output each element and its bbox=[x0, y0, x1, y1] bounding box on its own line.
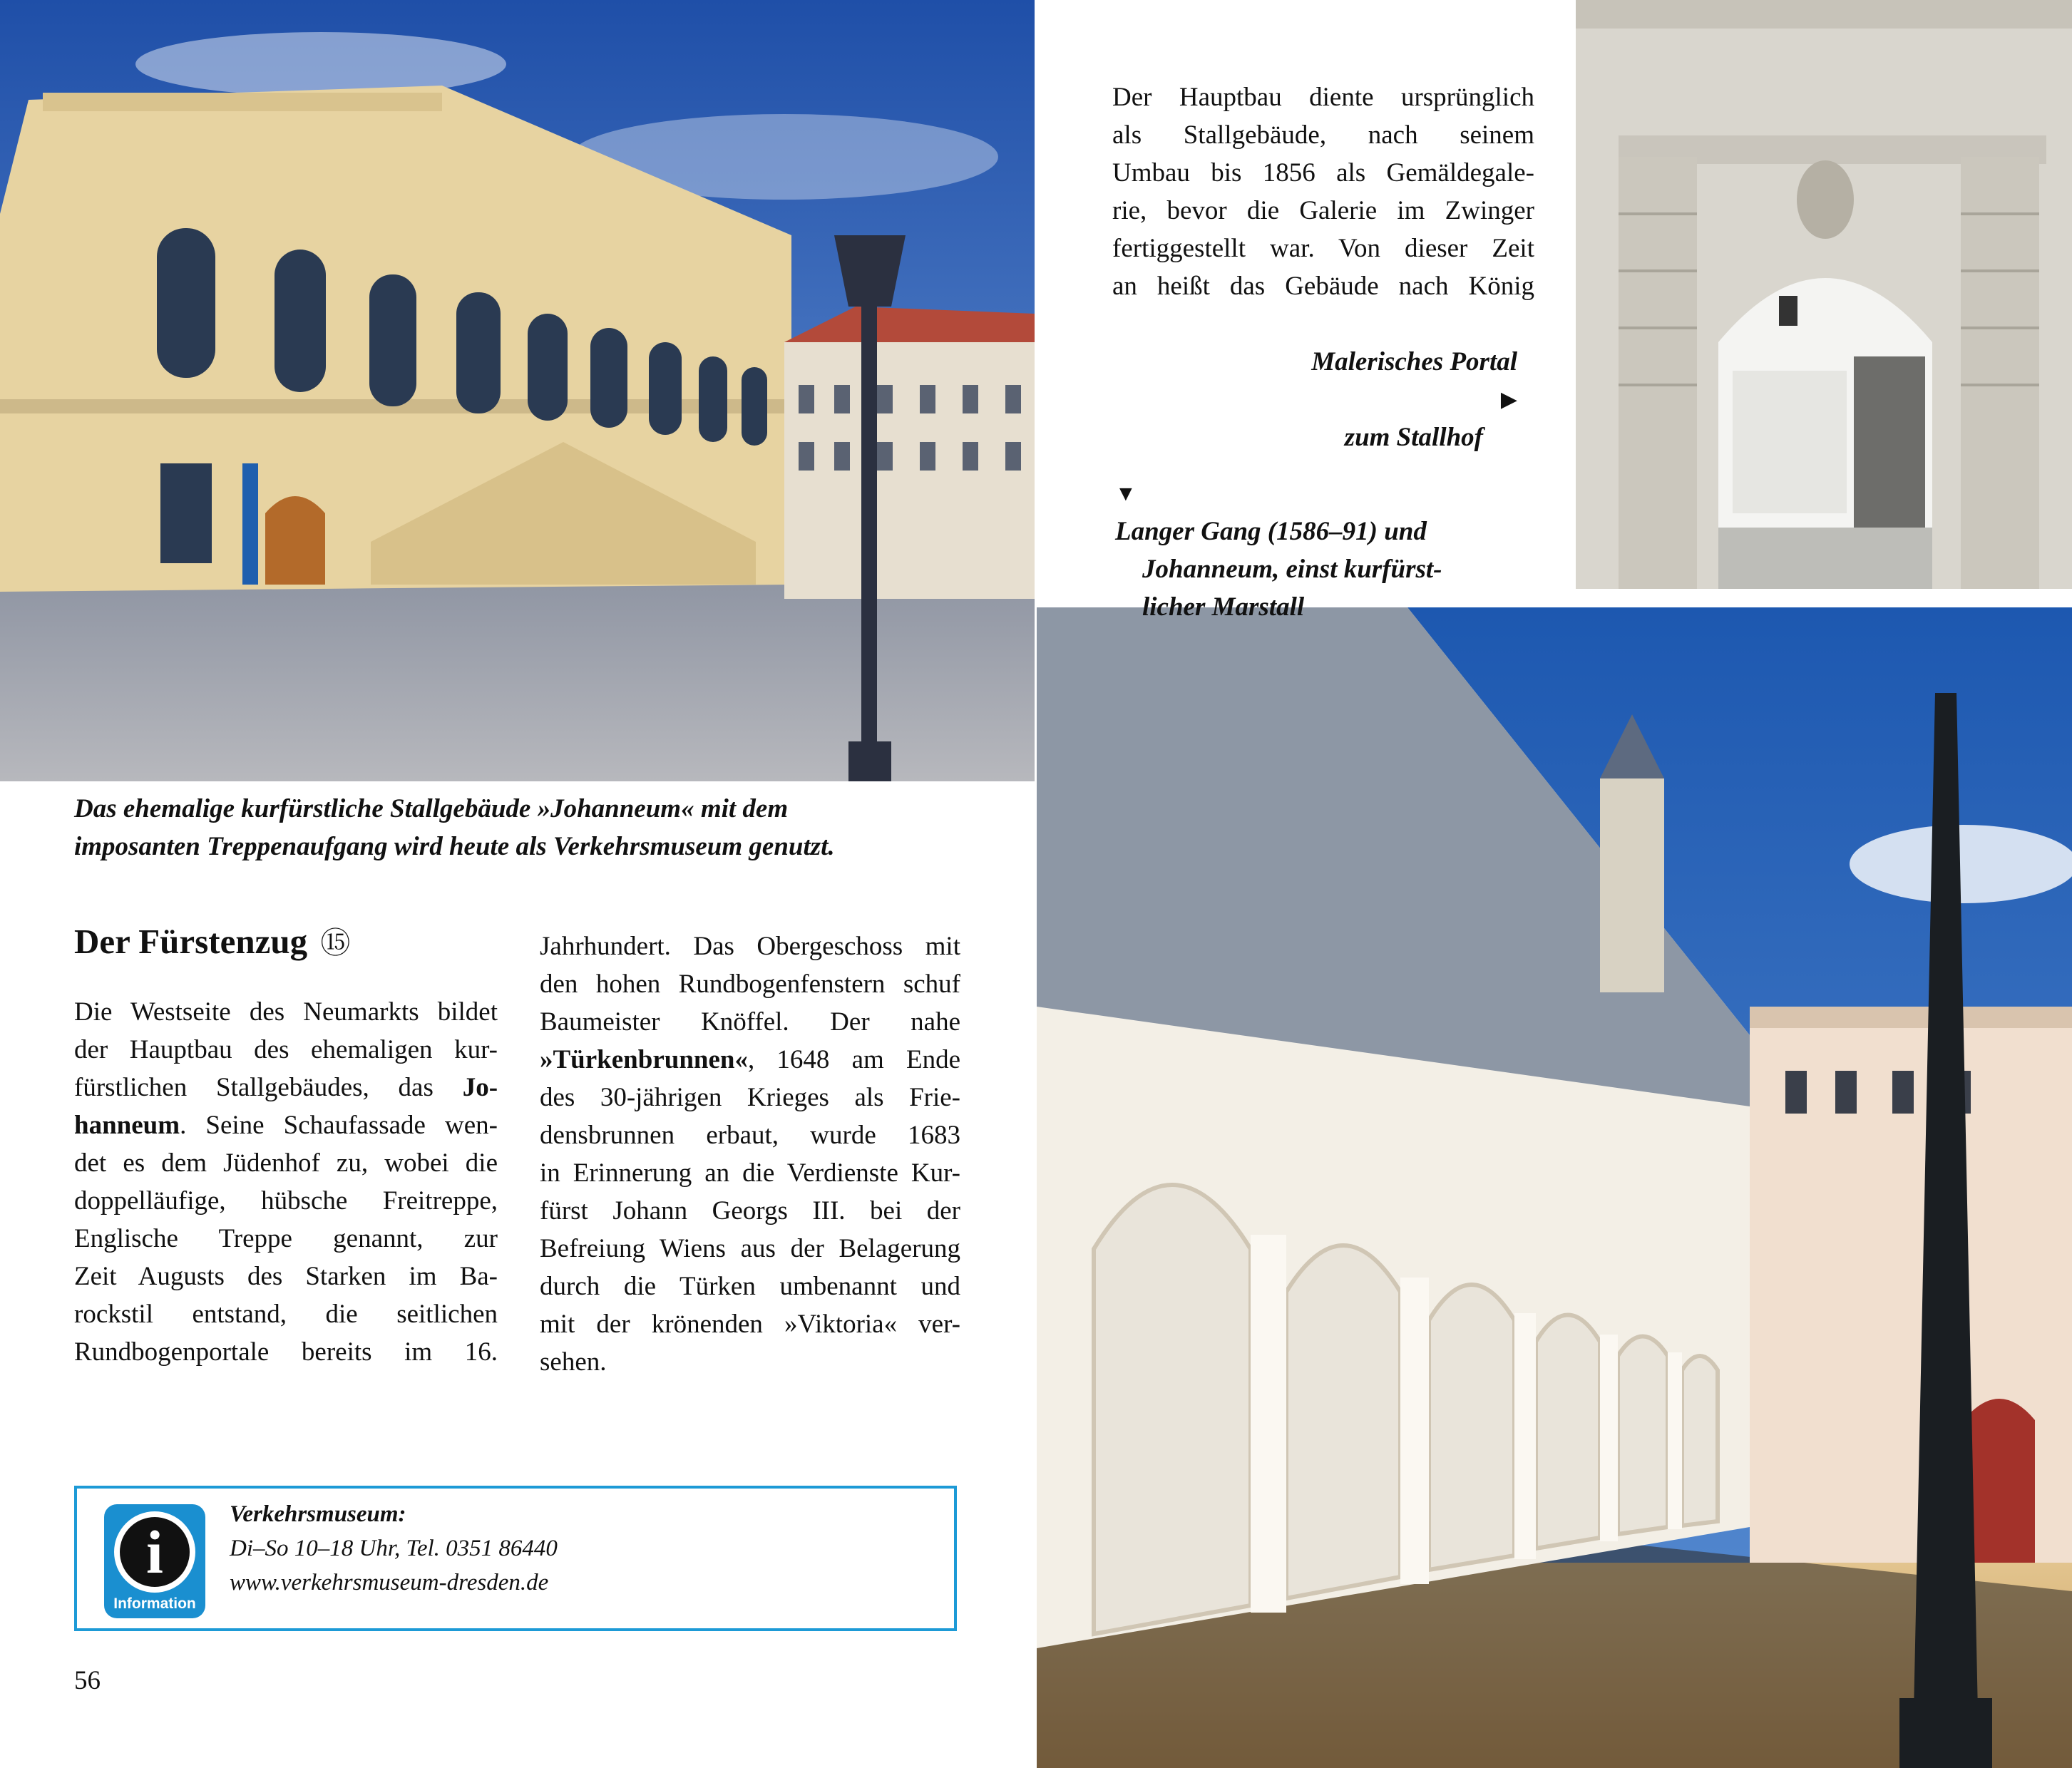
arrow-right-icon: ▶ bbox=[1500, 388, 1517, 411]
text-line: Englische Treppe genannt, zur bbox=[74, 1224, 498, 1253]
text-line: Umbau bis 1856 als Gemäldegale- bbox=[1112, 158, 1534, 187]
portal-photo bbox=[1576, 0, 2072, 589]
text-line: det es dem Jüdenhof zu, wobei die bbox=[74, 1148, 498, 1178]
caption-line: Malerisches Portal ▶ bbox=[1089, 343, 1517, 418]
text-line: Zeit Augusts des Starken im Ba- bbox=[74, 1262, 498, 1291]
text-line: sehen. bbox=[540, 1347, 607, 1377]
info-box bbox=[74, 1486, 957, 1631]
text-line: Der Hauptbau diente ursprünglich bbox=[1112, 83, 1534, 112]
langer-gang-caption bbox=[1115, 475, 1543, 626]
johanneum-photo bbox=[0, 0, 1035, 781]
text-line: »Türkenbrunnen«, 1648 am Ende bbox=[540, 1045, 960, 1074]
text-line: fertiggestellt war. Von dieser Zeit bbox=[1112, 234, 1534, 263]
caption-line: zum Stallhof bbox=[1344, 423, 1483, 452]
information-icon-label: Information bbox=[113, 1595, 196, 1612]
text-line: doppelläufige, hübsche Freitreppe, bbox=[74, 1186, 498, 1216]
text-line: als Stallgebäude, nach seinem bbox=[1112, 120, 1534, 150]
caption-line: Johanneum, einst kurfürst- bbox=[1142, 555, 1442, 584]
main-photo-caption bbox=[74, 790, 1001, 865]
text-line: Baumeister Knöffel. Der nahe bbox=[540, 1007, 960, 1037]
body-column-1 bbox=[74, 993, 498, 1371]
text-line: densbrunnen erbaut, wurde 1683 bbox=[540, 1121, 960, 1150]
portal-caption bbox=[1089, 343, 1517, 456]
text-line: durch die Türken umbenannt und bbox=[540, 1272, 960, 1301]
text-line: Jahrhundert. Das Obergeschoss mit bbox=[540, 932, 960, 961]
info-hours: Di–So 10–18 Uhr, Tel. 0351 86440 bbox=[230, 1536, 558, 1561]
caption-line: Das ehemalige kurfürstliche Stallgebäude »Johanneum« mit dem bbox=[74, 794, 789, 823]
section-title: Der Fürstenzug bbox=[74, 922, 308, 961]
text-line: des 30-jährigen Krieges als Frie- bbox=[540, 1083, 960, 1112]
info-text bbox=[230, 1497, 558, 1600]
text-line: Befreiung Wiens aus der Belagerung bbox=[540, 1234, 960, 1263]
text-line: der Hauptbau des ehemaligen kur- bbox=[74, 1035, 498, 1064]
text-line: rie, bevor die Galerie im Zwinger bbox=[1112, 196, 1534, 225]
text-line: Die Westseite des Neumarkts bildet bbox=[74, 997, 498, 1027]
text-line: an heißt das Gebäude nach König bbox=[1112, 272, 1534, 301]
section-number: ⑮ bbox=[320, 927, 351, 960]
text-line: rockstil entstand, die seitlichen bbox=[74, 1300, 498, 1329]
text-line: fürst Johann Georgs III. bei der bbox=[540, 1196, 960, 1225]
body-column-3 bbox=[1112, 78, 1534, 305]
text-line: fürstlichen Stallgebäudes, das Jo- bbox=[74, 1073, 498, 1102]
text-line: mit der krönenden »Viktoria« ver- bbox=[540, 1310, 960, 1339]
section-heading bbox=[74, 920, 350, 965]
text-line: Rundbogenportale bereits im 16. bbox=[74, 1337, 498, 1367]
text-line: hanneum. Seine Schaufassade wen- bbox=[74, 1111, 498, 1140]
information-icon bbox=[104, 1504, 205, 1618]
arrow-down-icon: ▼ bbox=[1115, 482, 1137, 505]
information-icon-letter: i bbox=[120, 1517, 190, 1587]
caption-line: licher Marstall bbox=[1142, 592, 1305, 622]
langer-gang-photo bbox=[1037, 607, 2072, 1768]
page-number: 56 bbox=[74, 1666, 101, 1695]
caption-line: imposanten Treppenaufgang wird heute als Verkehrsmuseum genutzt. bbox=[74, 832, 835, 861]
text-line: in Erinnerung an die Verdienste Kur- bbox=[540, 1158, 960, 1188]
text-line: den hohen Rundbogenfenstern schuf bbox=[540, 970, 960, 999]
body-column-2 bbox=[540, 927, 960, 1381]
info-url[interactable]: www.verkehrsmuseum-dresden.de bbox=[230, 1570, 549, 1595]
info-title: Verkehrsmuseum: bbox=[230, 1501, 406, 1527]
caption-line: ▼ Langer Gang (1586–91) und bbox=[1115, 475, 1543, 550]
